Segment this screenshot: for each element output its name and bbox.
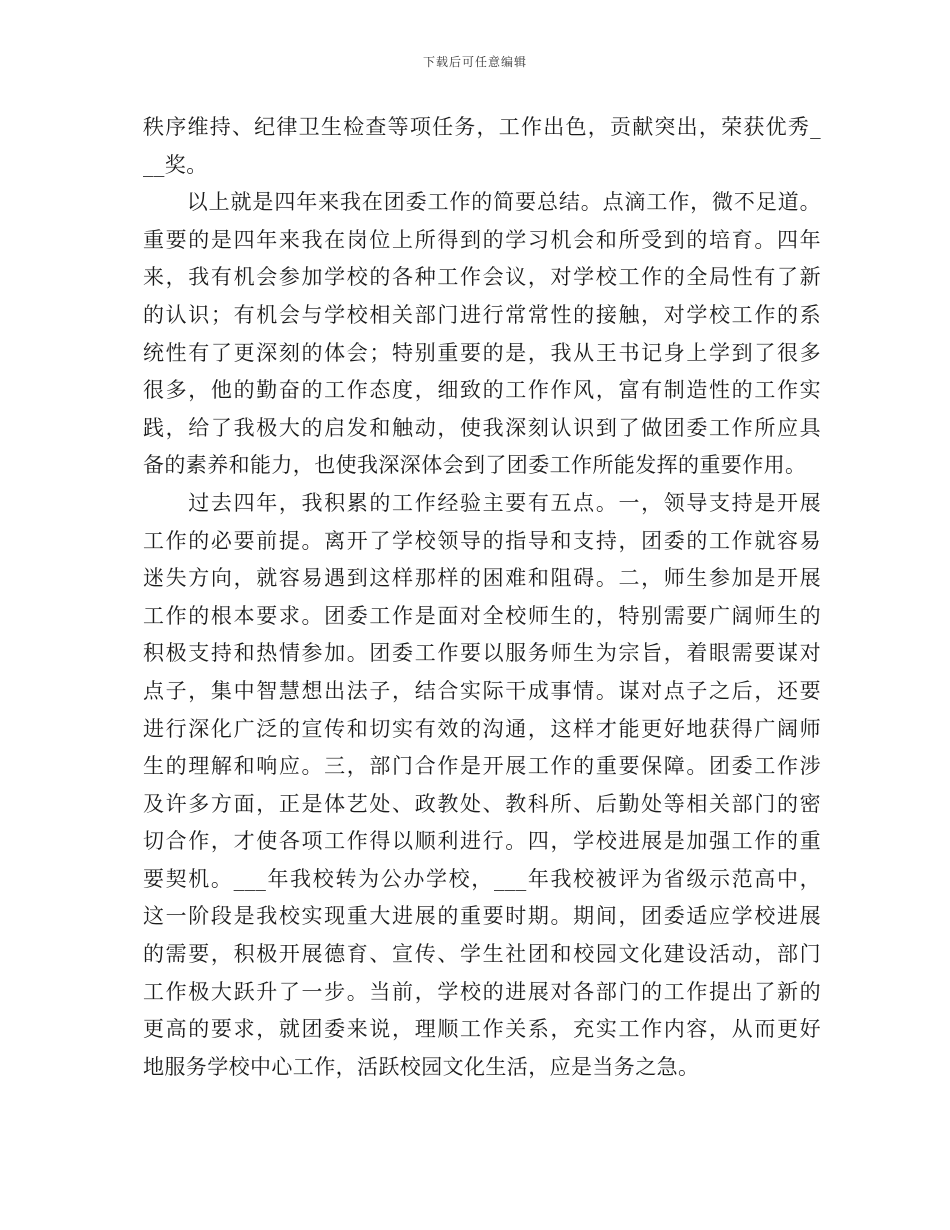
text-line: 积极支持和热情参加。团委工作要以服务师生为宗旨，着眼需要谋对 [143,641,821,666]
text-line: 生的理解和响应。三，部门合作是开展工作的重要保障。团委工作涉 [143,754,821,779]
text-line: 这一阶段是我校实现重大进展的重要时期。期间，团委适应学校进展 [143,904,821,929]
text-line: 工作的必要前提。离开了学校领导的指导和支持，团委的工作就容易 [143,528,821,553]
document-body [143,109,821,1086]
text-line: 地服务学校中心工作，活跃校园文化生活，应是当务之急。 [143,1054,700,1079]
text-line: 过去四年，我积累的工作经验主要有五点。一，领导支持是开展 [143,490,821,515]
text-line: 工作的根本要求。团委工作是面对全校师生的，特别需要广阔师生的 [143,603,821,628]
text-line: 进行深化广泛的宣传和切实有效的沟通，这样才能更好地获得广阔师 [143,716,821,741]
text-line: 备的素养和能力，也使我深深体会到了团委工作所能发挥的重要作用。 [143,453,807,478]
text-line: 及许多方面，正是体艺处、政教处、教科所、后勤处等相关部门的密 [143,791,821,816]
text-line: 统性有了更深刻的体会；特别重要的是，我从王书记身上学到了很多 [143,340,821,365]
text-line: 秩序维持、纪律卫生检查等项任务，工作出色，贡献突出，荣获优秀_ [143,115,821,139]
text-line: 要契机。___年我校转为公办学校，___年我校被评为省级示范高中， [143,866,821,891]
text-line: 更高的要求，就团委来说，理顺工作关系，充实工作内容，从而更好 [143,1017,821,1042]
text-line: 的认识；有机会与学校相关部门进行常常性的接触，对学校工作的系 [143,302,821,327]
page-header: 下载后可任意编辑 [422,55,527,69]
text-line: 切合作，才使各项工作得以顺利进行。四，学校进展是加强工作的重 [143,829,821,854]
text-line: 迷失方向，就容易遇到这样那样的困难和阻碍。二，师生参加是开展 [143,566,821,591]
text-line: 的需要，积极开展德育、宣传、学生社团和校园文化建设活动，部门 [143,942,821,967]
text-line: 点子，集中智慧想出法子，结合实际干成事情。谋对点子之后，还要 [143,678,821,703]
text-line: __奖。 [143,152,208,177]
text-line: 践，给了我极大的启发和触动，使我深刻认识到了做团委工作所应具 [143,415,821,440]
text-line: 以上就是四年来我在团委工作的简要总结。点滴工作，微不足道。 [143,190,821,215]
text-line: 重要的是四年来我在岗位上所得到的学习机会和所受到的培育。四年 [143,227,821,252]
text-line: 很多，他的勤奋的工作态度，细致的工作作风，富有制造性的工作实 [143,378,821,403]
text-line: 来，我有机会参加学校的各种工作会议，对学校工作的全局性有了新 [143,265,821,290]
text-line: 工作极大跃升了一步。当前，学校的进展对各部门的工作提出了新的 [143,979,821,1004]
